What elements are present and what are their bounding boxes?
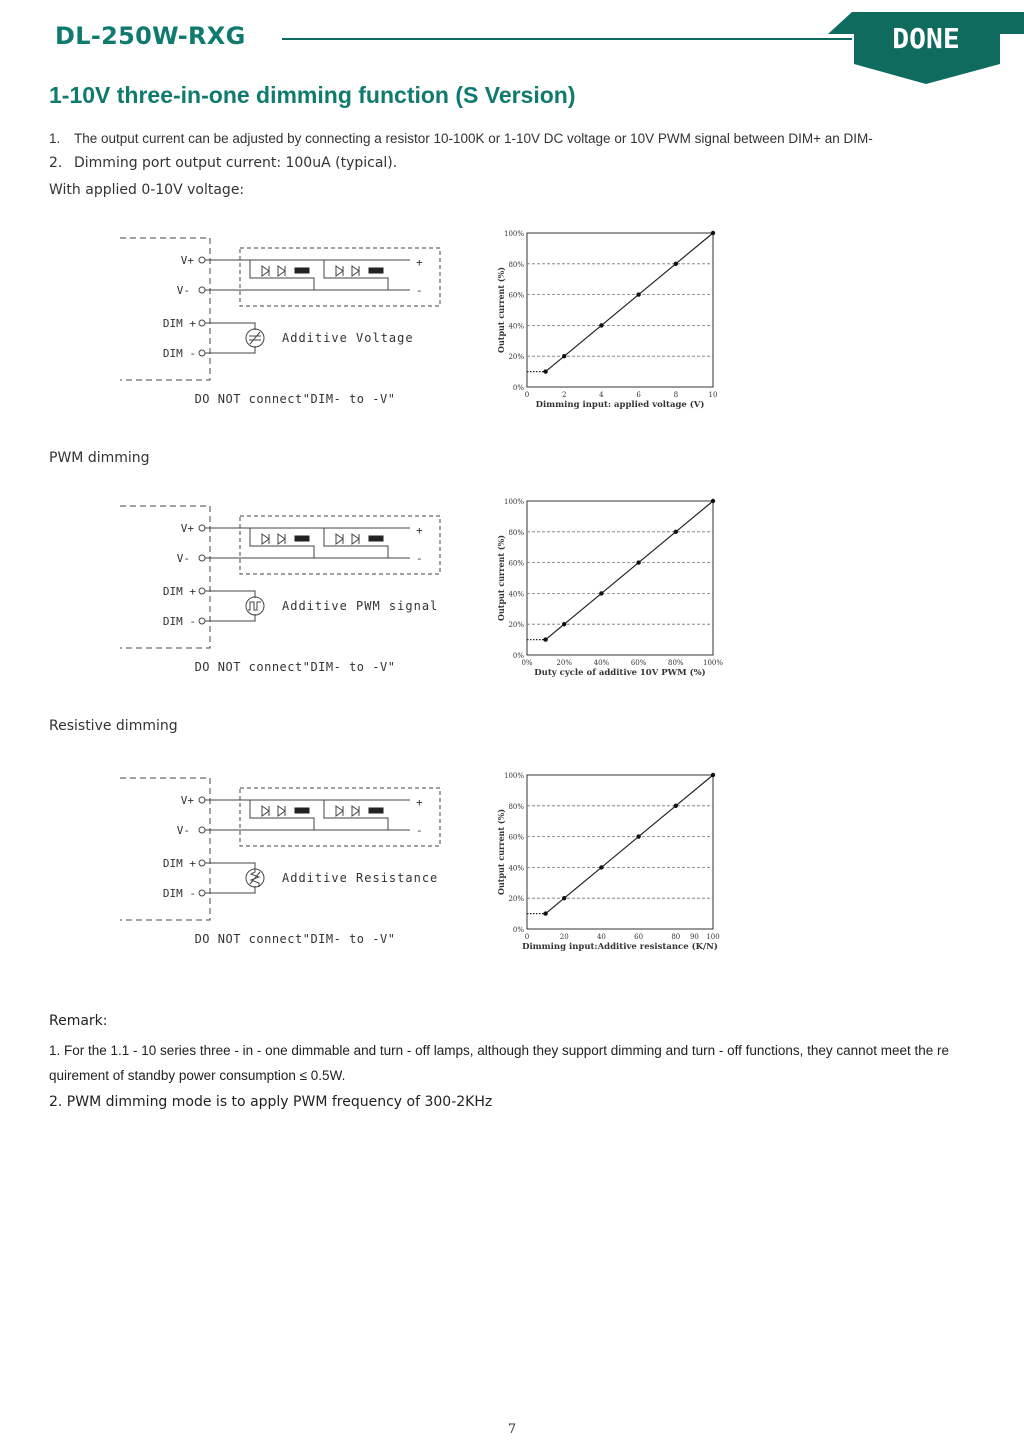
led-minus-label: - [416,552,423,565]
chart-voltage [490,225,730,420]
terminal-icon [199,320,205,326]
data-point [636,834,640,838]
x-axis-label: Dimming input: applied voltage (V) [535,400,705,410]
x-tick-label: 40 [596,933,606,941]
wire [205,886,255,893]
y-tick-label: 100% [503,230,524,238]
terminal-v-minus: V- [176,284,190,297]
y-tick-label: 20% [508,621,524,630]
data-point [562,354,566,358]
x-tick-label: 0% [521,659,533,667]
led-minus-label: - [416,284,423,297]
x-tick-label: 100 [706,933,720,941]
led-load-outline [240,788,440,846]
series-line [546,233,713,372]
x-tick-label: 80% [668,659,684,667]
led-minus-label: - [416,824,423,837]
x-tick-label: 60% [630,659,647,667]
remark-title: Remark: [49,1013,108,1029]
terminal-dim-minus: DIM - [162,347,196,360]
led-diode-icon [278,534,285,544]
wire [205,346,255,353]
dimming-source-label: Additive Voltage [282,331,414,345]
led-diode-icon [262,534,269,544]
brand-name: DONE [892,22,960,55]
x-tick-label: 20% [556,659,572,667]
data-point [562,622,566,626]
list-number: 2. [49,155,63,171]
terminal-icon [199,860,205,866]
x-tick-label: 0 [524,391,530,399]
data-point [599,323,603,327]
y-axis-label: Output current (%) [496,266,506,354]
terminal-v-minus: V- [176,552,190,565]
x-tick-label: 0 [524,933,530,941]
x-tick-label: 4 [599,391,604,399]
list-item [49,131,873,146]
section-title: 1-10V three-in-one dimming function (S Version) [49,82,576,108]
data-point [674,804,678,808]
wire [205,863,255,870]
variable-resistor-icon [250,869,260,887]
terminal-dim-minus: DIM - [162,887,196,900]
data-point [711,231,715,235]
resistive-heading: Resistive dimming [49,718,178,734]
resistor-icon [295,268,309,273]
data-point [674,530,678,534]
led-diode-icon [262,266,269,276]
data-point [562,896,566,900]
warning-note: DO NOT connect"DIM- to -V" [194,932,396,946]
data-point [543,369,547,373]
list-number: 1. [49,131,61,146]
resistor-icon [369,268,383,273]
y-tick-label: 20% [508,895,524,904]
led-diode-icon [278,266,285,276]
data-point [636,560,640,564]
y-tick-label: 0% [512,652,524,660]
led-string [324,260,388,290]
data-point [711,499,715,503]
x-tick-label: 6 [636,391,641,399]
x-tick-label: 10 [708,391,718,399]
series-line [546,775,713,914]
list-item [49,155,397,171]
circuit-diagram-pwm [110,496,460,681]
list-text: Dimming port output current: 100uA (typical). [74,155,398,171]
circuit-diagram-resistance [110,768,460,953]
x-tick-label: 90 [689,933,699,941]
led-load-outline [240,516,440,574]
x-tick-label: 20 [559,933,569,941]
x-tick-label: 40% [593,659,610,667]
y-tick-label: 60% [508,559,524,568]
terminal-icon [199,287,205,293]
y-tick-label: 100% [503,772,524,780]
y-tick-label: 40% [508,322,524,331]
dimming-source-icon [246,597,264,615]
x-tick-label: 8 [673,391,679,399]
data-point [599,865,603,869]
led-load-outline [240,248,440,306]
terminal-icon [199,257,205,263]
led-diode-icon [352,806,359,816]
dimming-source-label: Additive Resistance [282,871,439,885]
data-point [636,292,640,296]
resistor-icon [295,536,309,541]
led-diode-icon [352,534,359,544]
brand-logo [828,12,1024,86]
led-plus-label: + [416,256,423,269]
wire [205,614,255,621]
y-tick-label: 40% [508,864,524,873]
x-axis-label: Duty cycle of additive 10V PWM (%) [534,668,706,678]
terminal-v-plus: V+ [180,254,194,267]
y-tick-label: 60% [508,291,524,300]
page-number: 7 [507,1422,517,1437]
remark-line-1: 1. For the 1.1 - 10 series three - in - one dimmable and turn - off lamps, although they support dimming and turn - off functions, they cannot meet the re [49,1043,949,1058]
led-plus-label: + [416,796,423,809]
y-axis-label: Output current (%) [496,808,506,896]
led-string [250,800,314,830]
led-diode-icon [336,534,343,544]
y-tick-label: 0% [512,384,524,392]
x-tick-label: 2 [561,391,567,399]
remark-line-2: 2. PWM dimming mode is to apply PWM frequency of 300-2KHz [49,1094,493,1110]
voltage-heading: With applied 0-10V voltage: [49,182,245,198]
terminal-dim-plus: DIM + [162,317,196,330]
led-diode-icon [336,266,343,276]
data-point [711,773,715,777]
y-tick-label: 80% [508,260,524,269]
led-plus-label: + [416,524,423,537]
terminal-v-plus: V+ [180,794,194,807]
terminal-v-minus: V- [176,824,190,837]
dimming-source-label: Additive PWM signal [282,599,439,613]
x-tick-label: 60 [634,933,644,941]
data-point [674,262,678,266]
chart-pwm [490,493,730,688]
y-axis-label: Output current (%) [496,534,506,622]
resistor-icon [295,808,309,813]
resistor-icon [369,808,383,813]
terminal-icon [199,525,205,531]
x-axis-label: Dimming input:Additive resistance (K/N) [522,942,718,952]
led-string [250,260,314,290]
wire [205,323,255,330]
terminal-dim-plus: DIM + [162,585,196,598]
terminal-dim-minus: DIM - [162,615,196,628]
terminal-icon [199,890,205,896]
pwm-wave-icon [248,602,261,610]
y-tick-label: 20% [508,353,524,362]
led-diode-icon [278,806,285,816]
x-tick-label: 100% [702,659,724,667]
pwm-heading: PWM dimming [49,450,150,466]
data-point [543,637,547,641]
warning-note: DO NOT connect"DIM- to -V" [194,660,396,674]
terminal-dim-plus: DIM + [162,857,196,870]
y-tick-label: 60% [508,833,524,842]
resistor-icon [369,536,383,541]
model-title: DL-250W-RXG [55,22,246,50]
led-string [324,528,388,558]
list-text: The output current can be adjusted by connecting a resistor 10-100K or 1-10V DC voltage or 10V PWM signal between DIM+ an DIM- [74,131,873,146]
terminal-v-plus: V+ [180,522,194,535]
x-tick-label: 80 [671,933,681,941]
circuit-diagram-voltage [110,228,460,413]
chart-resistance [490,767,730,962]
y-tick-label: 40% [508,590,524,599]
led-diode-icon [336,806,343,816]
remark-line-1-cont: quirement of standby power consumption ≤ 0.5W. [49,1068,346,1083]
led-string [324,800,388,830]
terminal-icon [199,797,205,803]
voltage-source-icon [249,332,261,344]
header-divider [282,38,852,40]
terminal-icon [199,350,205,356]
warning-note: DO NOT connect"DIM- to -V" [194,392,396,406]
led-diode-icon [352,266,359,276]
y-tick-label: 80% [508,528,524,537]
terminal-icon [199,618,205,624]
data-point [543,911,547,915]
wire [205,591,255,598]
terminal-icon [199,588,205,594]
y-tick-label: 100% [503,498,524,506]
terminal-icon [199,827,205,833]
y-tick-label: 0% [512,926,524,934]
series-line [546,501,713,640]
led-diode-icon [262,806,269,816]
y-tick-label: 80% [508,802,524,811]
terminal-icon [199,555,205,561]
led-string [250,528,314,558]
data-point [599,591,603,595]
